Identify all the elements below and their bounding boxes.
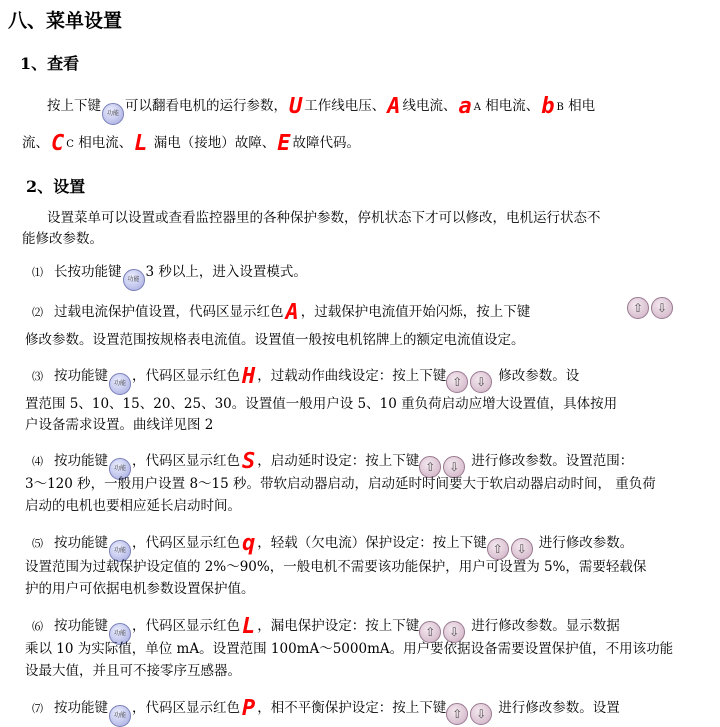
setting-item-6: ⑹ 按功能键 功能 ，代码区显示红色L ，漏电保护设定：按上下键 ⇧ ⇩ 进行修改参数。显示数据	[32, 614, 620, 645]
setting-item-1: ⑴ 长按功能键 功能 3 秒以上，进入设置模式。	[32, 260, 307, 291]
down-arrow-icon: ⇩	[511, 538, 533, 560]
function-key-icon: 功能	[109, 540, 131, 562]
setting-item-5: ⑸ 按功能键 功能 ，代码区显示红色q ，轻载（欠电流）保护设定：按上下键 ⇧ ⇩ 进行修改参数。	[32, 531, 633, 562]
setting-item-2: ⑵ 过载电流保护值设置，代码区显示红色A ，过载保护电流值开始闪烁，按上下键	[32, 300, 531, 325]
setting-item-2-line2: 修改参数。设置范围按规格表电流值。设置值一般按电机铭牌上的额定电流值设定。	[25, 332, 525, 348]
code-P: P	[242, 696, 256, 721]
section2-intro-line2: 能修改参数。	[22, 231, 103, 247]
section1-line2: 流、C C 相电流、L 漏电（接地）故障、E 故障代码。	[22, 131, 360, 156]
up-down-keys-icon	[446, 371, 498, 393]
down-arrow-icon: ⇩	[470, 371, 492, 393]
down-arrow-icon: ⇩	[443, 621, 465, 643]
up-down-keys-icon	[627, 297, 675, 319]
setting-item-3: ⑶ 按功能键 功能 ，代码区显示红色H ，过载动作曲线设定：按上下键 ⇧ ⇩ 修改参数。设	[32, 364, 579, 395]
setting-item-6-line2: 乘以 10 为实际值，单位 mA。设置范围 100mA～5000mA。用户要依据设备需要设置保护值，不用该功能	[25, 641, 674, 657]
setting-item-3-line2: 置范围 5、10、15、20、25、30。设置值一般用户设 5、10 重负荷启动应增大设置值，具体按用	[25, 396, 618, 412]
up-arrow-icon: ⇧	[446, 371, 468, 393]
function-key-icon: 功能	[102, 103, 124, 125]
setting-item-4-line2: 3～120 秒，一般用户设置 8～15 秒。带软启动器启动，启动延时时间要大于软启动器启动时间， 重负荷	[25, 476, 656, 492]
code-S: S	[242, 449, 256, 474]
function-key-icon: 功能	[109, 623, 131, 645]
code-b: b	[541, 94, 555, 119]
code-E: E	[277, 131, 291, 156]
down-arrow-icon: ⇩	[470, 703, 492, 725]
setting-item-4-line3: 启动的电机也要相应延长启动时间。	[25, 498, 241, 514]
setting-item-4: ⑷ 按功能键 功能 ，代码区显示红色S ，启动延时设定：按上下键 ⇧ ⇩ 进行修改参数。设置范围：	[32, 449, 633, 480]
section1-line1: 按上下键 功能 可以翻看电机的运行参数，U 工作线电压、A 线电流、a A 相电流、b B 相电	[47, 94, 595, 125]
up-arrow-icon: ⇧	[419, 456, 441, 478]
function-key-icon: 功能	[109, 458, 131, 480]
setting-item-7: ⑺ 按功能键 功能 ，代码区显示红色P ，相不平衡保护设定：按上下键 ⇧ ⇩ 进行修改参数。设置	[32, 696, 620, 727]
section2-heading: 2、设置	[26, 177, 86, 196]
down-arrow-icon: ⇩	[443, 456, 465, 478]
setting-item-6-line3: 设最大值，并且可不接零序互感器。	[25, 663, 241, 679]
up-arrow-icon: ⇧	[487, 538, 509, 560]
up-arrow-icon: ⇧	[419, 621, 441, 643]
setting-item-3-line3: 户设备需求设置。曲线详见图 2	[25, 417, 214, 433]
code-L: L	[242, 614, 256, 639]
setting-item-5-line3: 护的用户可依据电机参数设置保护值。	[25, 581, 255, 597]
up-arrow-icon: ⇧	[446, 703, 468, 725]
code-A: A	[285, 300, 299, 325]
page-title: 八、菜单设置	[8, 10, 123, 32]
code-U: U	[289, 94, 303, 119]
setting-item-5-line2: 设置范围为过载保护设定值的 2%～90%，一般电机不需要该功能保护，用户可设置为 5%，需要轻载保	[25, 559, 647, 575]
function-key-icon: 功能	[109, 705, 131, 727]
function-key-icon: 功能	[123, 269, 145, 291]
function-key-icon: 功能	[109, 373, 131, 395]
code-q: q	[242, 531, 256, 556]
code-C: C	[51, 131, 65, 156]
code-a: a	[458, 94, 472, 119]
section2-intro-line1: 设置菜单可以设置或查看监控器里的各种保护参数，停机状态下才可以修改，电机运行状态不	[47, 210, 601, 226]
section1-heading: 1、查看	[20, 54, 80, 73]
up-down-keys-icon	[446, 703, 498, 725]
code-H: H	[242, 364, 256, 389]
down-arrow-icon: ⇩	[651, 297, 673, 319]
code-A: A	[387, 94, 401, 119]
code-L: L	[134, 131, 148, 156]
up-arrow-icon: ⇧	[627, 297, 649, 319]
